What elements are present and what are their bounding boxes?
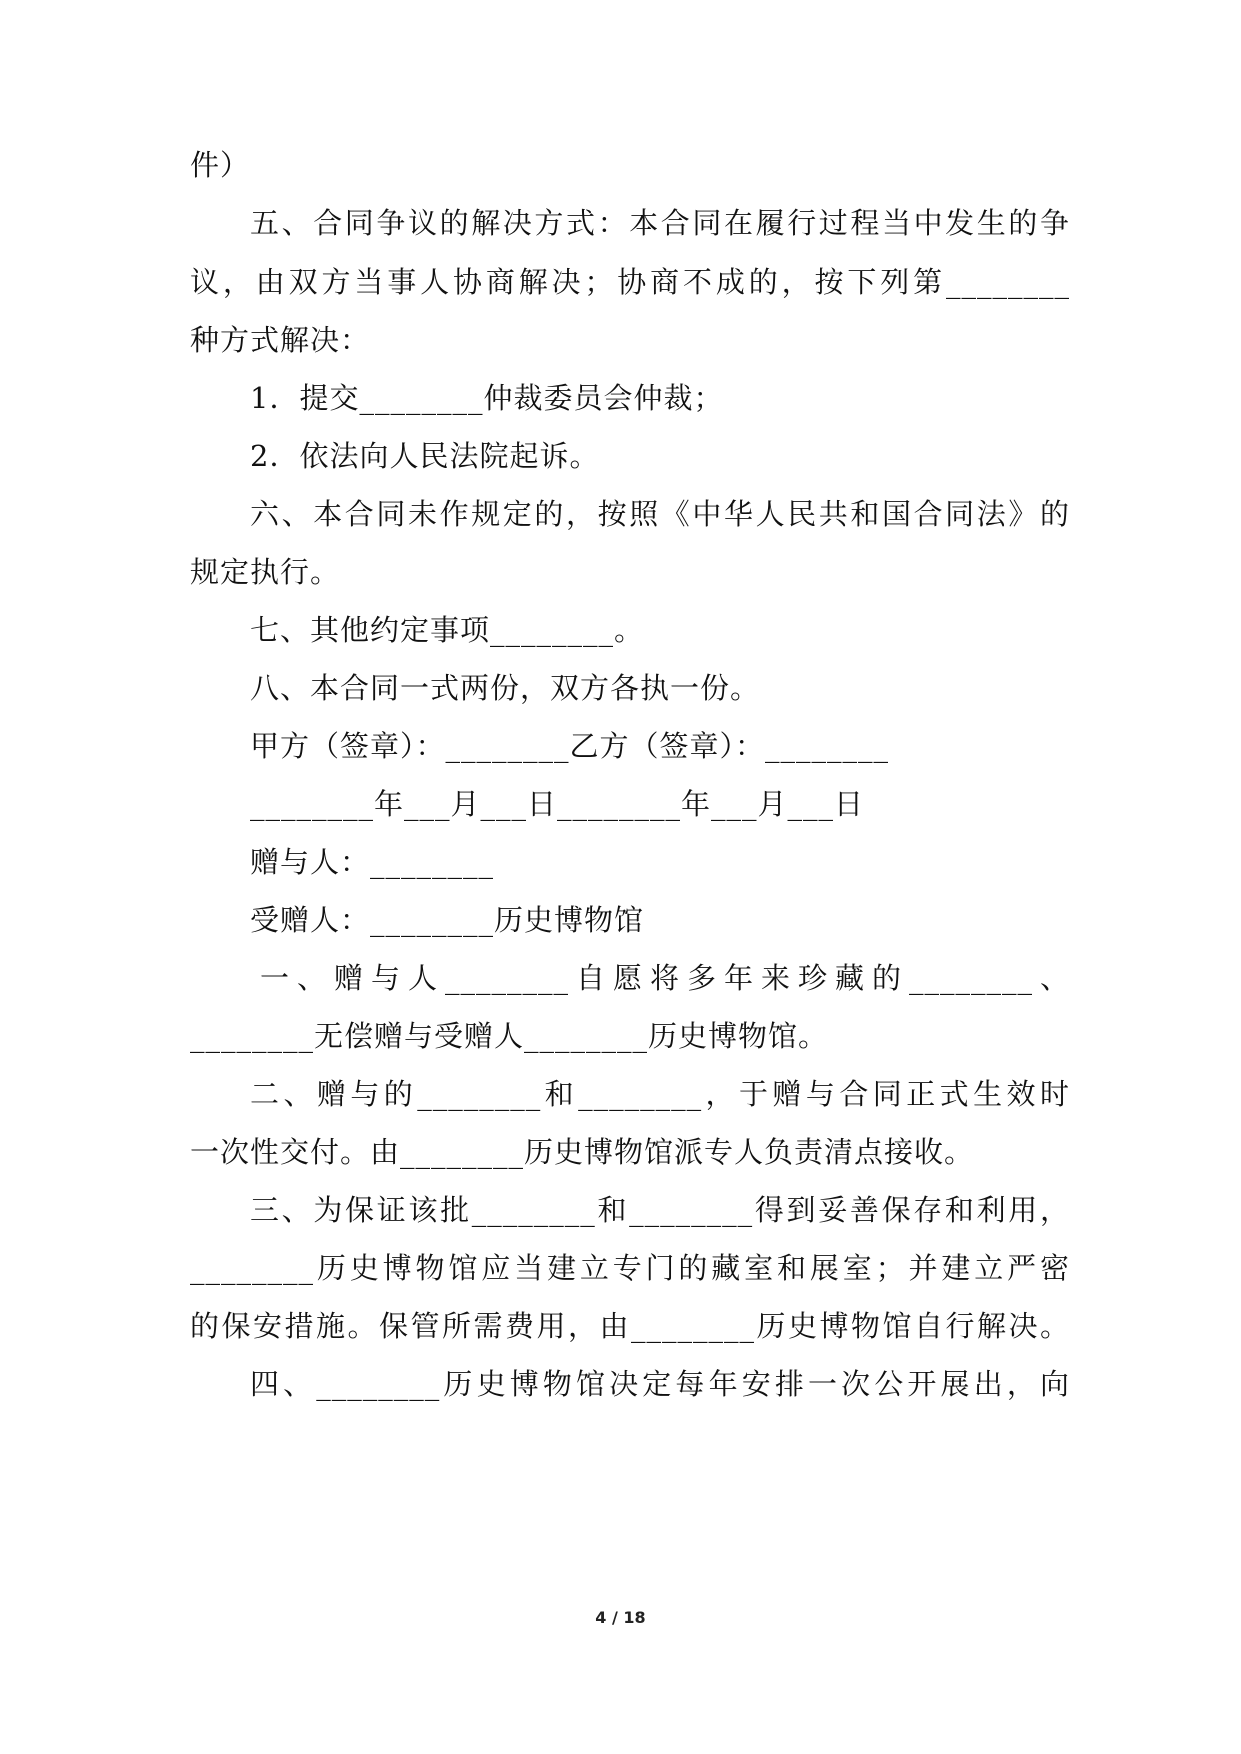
page-number: 4 / 18	[595, 1608, 646, 1627]
text-line: 四、________历史博物馆决定每年安排一次公开展出，向	[250, 1367, 1070, 1401]
donee-line: 受赠人：________历史博物馆	[250, 903, 645, 937]
date-line: ________年___月___日________年___月___日	[250, 787, 865, 821]
signature-line: 甲方（签章）：________乙方（签章）：________	[250, 729, 890, 763]
text-line: 议，由双方当事人协商解决；协商不成的，按下列第________	[190, 265, 1070, 299]
text-line: 种方式解决：	[190, 323, 371, 357]
text-line: 2．依法向人民法院起诉。	[250, 439, 600, 473]
text-line: 八、本合同一式两份，双方各执一份。	[250, 671, 761, 705]
text-line: 六、本合同未作规定的，按照《中华人民共和国合同法》的	[250, 497, 1070, 531]
text-line: 七、其他约定事项________。	[250, 613, 645, 647]
text-line: 一、赠与人________自愿将多年来珍藏的________、	[260, 961, 1070, 995]
text-line: 一次性交付。由________历史博物馆派专人负责清点接收。	[190, 1135, 975, 1169]
text-line: 三、为保证该批________和________得到妥善保存和利用，	[250, 1193, 1070, 1227]
text-line: 的保安措施。保管所需费用，由________历史博物馆自行解决。	[190, 1309, 1070, 1343]
text-line: 1．提交________仲裁委员会仲裁；	[250, 381, 724, 415]
text-line: 规定执行。	[190, 555, 341, 589]
text-line: 五、合同争议的解决方式：本合同在履行过程当中发生的争	[250, 206, 1070, 240]
text-line: 件）	[190, 148, 251, 182]
text-line: 二、赠与的________和________，于赠与合同正式生效时	[250, 1077, 1070, 1111]
text-line: ________历史博物馆应当建立专门的藏室和展室；并建立严密	[190, 1251, 1070, 1285]
donor-line: 赠与人：________	[250, 845, 495, 879]
text-line: ________无偿赠与受赠人________历史博物馆。	[190, 1019, 829, 1053]
